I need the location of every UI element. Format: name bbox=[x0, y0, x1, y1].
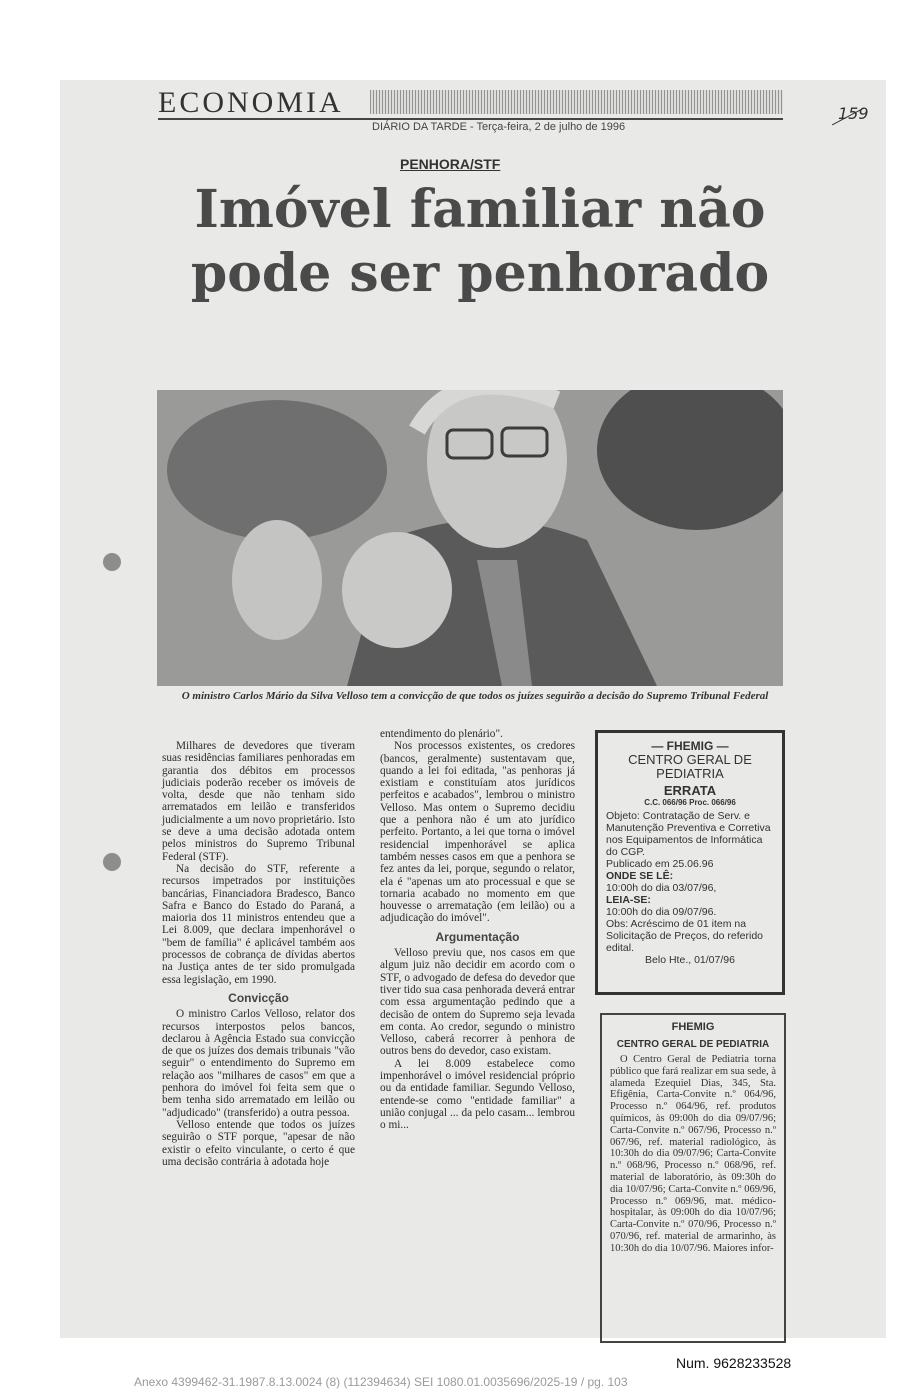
subheading: Convicção bbox=[228, 990, 289, 1005]
subheading: Argumentação bbox=[435, 929, 520, 944]
notice-org: — FHEMIG — bbox=[651, 739, 729, 753]
article-kicker: PENHORA/STF bbox=[400, 156, 501, 172]
paragraph: entendimento do plenário". bbox=[380, 728, 503, 740]
article-headline: Imóvel familiar não pode ser penhorado bbox=[190, 179, 770, 304]
paragraph: O ministro Carlos Velloso, relator dos recursos interpostos pelos bancos, declarou à Agência Estado sua convicção de que os juízes dos demais tribunais "vão seguir" o entendimento do Supremo em relação aos "milhares de casos" em que a penhora do imóvel foi feita sem que o bem tenha sido arrematado em leilão ou "adjudicado" (transferido) a outra pessoa. bbox=[162, 1008, 355, 1119]
notice-leia: 10:00h do dia 09/07/96. bbox=[606, 906, 717, 918]
notice-org: FHEMIG bbox=[671, 1021, 715, 1033]
document-number: Num. 9628233528 bbox=[676, 1355, 792, 1371]
notice-body: O Centro Geral de Pediatria torna público que fará realizar em sua sede, à alameda Ezequiel Dias, 345, Sta. Efigênia, Carta-Convite n.º 064/96, Processo n.º 064/96, ref. produtos químicos, às 09:00h do dia 09/07/96; Carta-Convite n.º 067/96, Processo n.º 067/96, ref. material radiológico, às 10:30h do dia 09/07/96; Carta-Convite n.º 068/96, Processo n.º 068/96, ref. material de laboratório, às 09:30h do dia 10/07/96; Carta-Convite n.º 069/96, Processo n.º 069/96, mat. médico-hospitalar, às 09:00h do dia 10/07/96; Carta-Convite n.º 070/96, Processo n.º 070/96, ref. material de armarinho, às 10:30h do dia 10/07/96. Maiores infor- bbox=[610, 1054, 776, 1254]
paragraph: Milhares de devedores que tiveram suas residências familiares penhoradas em garantia dos débitos em processos judiciais poderão receber os imóveis de volta, desde que não tenham sido arrematados em leilão e transferidos judicialmente a um novo proprietário. Isto se deve a uma decisão adotada ontem pelos ministros do Supremo Tribunal Federal (STF). bbox=[162, 740, 355, 863]
article-photo bbox=[157, 390, 783, 686]
notice-signature: Belo Hte., 01/07/96 bbox=[645, 954, 735, 966]
notice-reference: C.C. 066/96 Proc. 066/96 bbox=[644, 798, 736, 807]
photo-caption: O ministro Carlos Mário da Silva Velloso tem a convicção de que todos os juízes seguirão a decisão do Supremo Tribunal Federal bbox=[181, 690, 769, 702]
notice-onde-label: ONDE SE LÊ: bbox=[606, 870, 674, 882]
notice-onde: 10:00h do dia 03/07/96, bbox=[606, 882, 717, 894]
paragraph: Velloso previu que, nos casos em que algum juiz não decidir em acordo com o STF, o advogado de defesa do devedor que tiver tido sua casa penhorada deverá entrar com essa argumentação pedindo que a decisão de ontem do Supremo seja levada em conta. Ao credor, segundo o ministro Velloso, caberá recorrer à penhora de outros bens do devedor, caso existam. bbox=[380, 947, 575, 1058]
paragraph: Velloso entende que todos os juízes seguirão o STF porque, "apesar de não existir o efeito vinculante, o certo é que uma decisão contrária à adotada hoje bbox=[162, 1118, 355, 1168]
notice-objeto: Objeto: Contratação de Serv. e Manutenção Preventiva e Corretiva nos Equipamentos de Informática do CGP. bbox=[606, 810, 771, 858]
paragraph: A lei 8.009 estabelece como impenhorável o imóvel residencial próprio ou da entidade familiar. Segundo Velloso, entende-se como "entidade familiar" a união conjugal ... da pelo casam... lembrou o mi... bbox=[380, 1057, 575, 1132]
notice-title: CENTRO GERAL DE PEDIATRIA bbox=[628, 752, 752, 781]
paragraph: Nos processos existentes, os credores (bancos, geralmente) sustentavam que, quando a lei foi editada, "as penhoras já existiam e constituíam atos jurídicos perfeitos e acabados", lembrou o ministro Velloso. Mas ontem o Supremo decidiu que a penhora não é um ato jurídico perfeito. Portanto, a lei que torna o imóvel residencial impenhorável se aplica também nesses casos em que a penhora se fez antes da lei, porque, segundo o relator, ela é "apenas um ato processual e que se tornaria acabado no momento em que houvesse o arrematação (em leilão) ou a adjudicação do imóvel". bbox=[380, 740, 575, 925]
notice-title: CENTRO GERAL DE PEDIATRIA bbox=[616, 1039, 770, 1050]
header-rule bbox=[158, 118, 783, 120]
header-bar bbox=[370, 90, 783, 114]
notice-publicado: Publicado em 25.06.96 bbox=[606, 858, 714, 870]
paragraph: Na decisão do STF, referente a recursos impetrados por instituições bancárias, Financiadora Bradesco, Banco Safra e Banco do Estado do Paraná, a maioria dos 11 ministros entendeu que a Lei 8.009, que declara impenhorável o "bem de família" é aplicável também aos processos de cobrança de dívidas abertos na Justiça antes de ter sido promulgada essa legislação, em 1990. bbox=[162, 862, 355, 986]
dateline: DIÁRIO DA TARDE - Terça-feira, 2 de julho de 1996 bbox=[372, 121, 626, 133]
section-header: ECONOMIA bbox=[158, 86, 344, 119]
convite-notice bbox=[600, 1013, 786, 1343]
notice-leia-label: LEIA-SE: bbox=[606, 894, 651, 906]
notice-label: ERRATA bbox=[663, 783, 717, 798]
notice-obs: Obs: Acréscimo de 01 item na Solicitação de Preços, do referido edital. bbox=[606, 918, 764, 954]
minister-photo-illustration bbox=[157, 390, 783, 686]
footer-reference: Anexo 4399462-31.1987.8.13.0024 (8) (112394634) SEI 1080.01.0035696/2025-19 / pg. 103 bbox=[134, 1375, 628, 1389]
errata-notice bbox=[595, 730, 785, 995]
punch-hole bbox=[103, 553, 121, 571]
handwritten-page-number: 159 bbox=[838, 104, 869, 123]
article-column-1 bbox=[162, 740, 355, 1168]
article-column-2 bbox=[380, 728, 575, 1132]
punch-hole bbox=[103, 853, 121, 871]
